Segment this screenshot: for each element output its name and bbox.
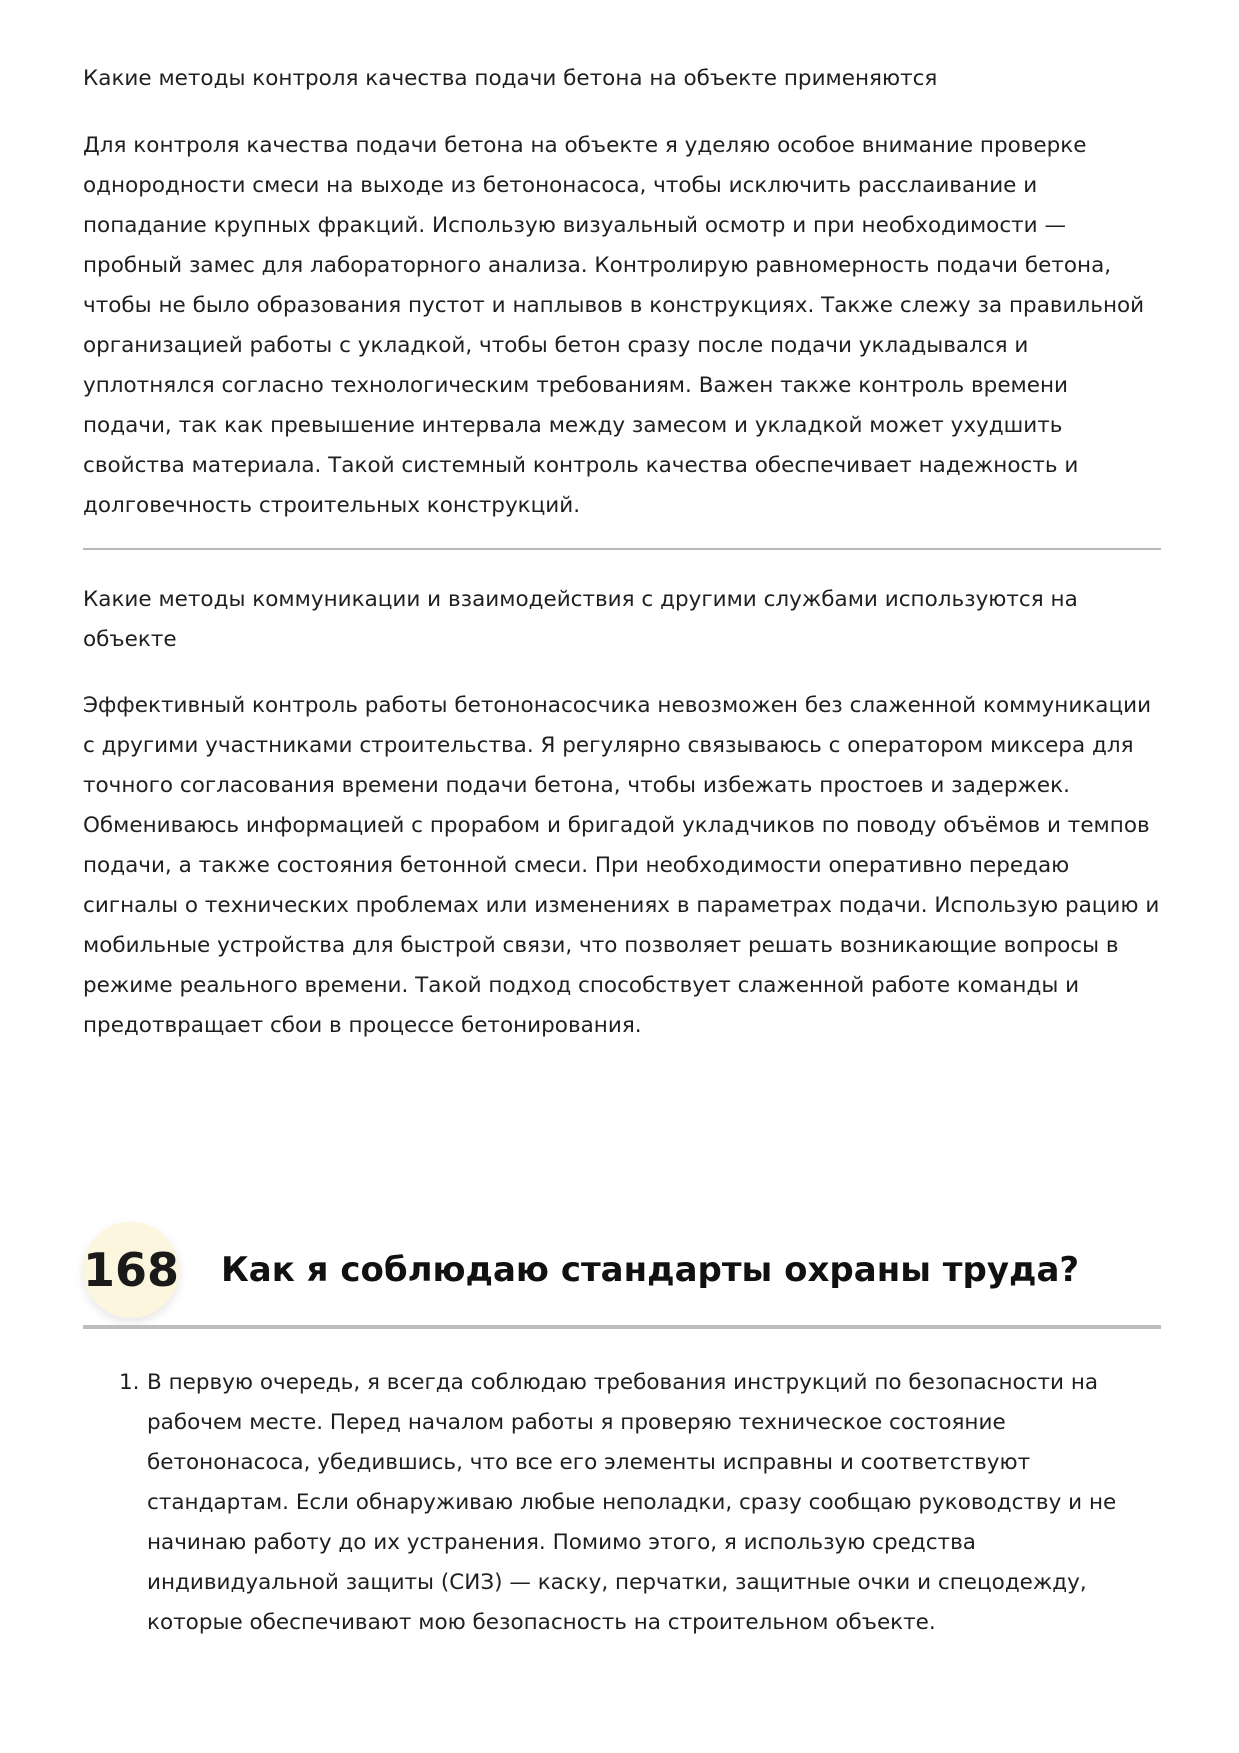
section-number-badge: 168 (83, 1222, 179, 1318)
question-heading-1: Какие методы контроля качества подачи бетона на объекте применяются (83, 66, 938, 91)
section-divider (83, 1325, 1161, 1329)
divider (83, 548, 1161, 550)
section-title: Как я соблюдаю стандарты охраны труда? (221, 1250, 1080, 1290)
question-heading-2: Какие методы коммуникации и взаимодействия с другими службами используются на объекте (83, 587, 1078, 652)
section-header (83, 1222, 1161, 1318)
answer-paragraph-1: Для контроля качества подачи бетона на объекте я уделяю особое внимание проверке однородности смеси на выходе из бетононасоса, чтобы исключить расслаивание и попадание крупных фракций. Использую визуальный осмотр и при необходимости — пробный замес для лабораторного анализа. Контролирую равномерность подачи бетона, чтобы не было образования пустот и наплывов в конструкциях. Также слежу за правильной организацией работы с укладкой, чтобы бетон сразу после подачи укладывался и уплотнялся согласно технологическим требованиям. Важен также контроль времени подачи, так как превышение интервала между замесом и укладкой может ухудшить свойства материала. Такой системный контроль качества обеспечивает надежность и долговечность строительных конструкций. (83, 133, 1145, 518)
list-item (83, 1363, 1161, 1643)
answer-paragraph-2: Эффективный контроль работы бетононасосчика невозможен без слаженной коммуникации с другими участниками строительства. Я регулярно связываюсь с оператором миксера для точного согласования времени подачи бетона, чтобы избежать простоев и задержек. Обмениваюсь информацией с прорабом и бригадой укладчиков по поводу объёмов и темпов подачи, а также состояния бетонной смеси. При необходимости оперативно передаю сигналы о технических проблемах или изменениях в параметрах подачи. Использую рацию и мобильные устройства для быстрой связи, что позволяет решать возникающие вопросы в режиме реального времени. Такой подход способствует слаженной работе команды и предотвращает сбои в процессе бетонирования. (83, 693, 1160, 1038)
list-item-marker: 1. (119, 1370, 140, 1395)
list-item-text: В первую очередь, я всегда соблюдаю требования инструкций по безопасности на рабочем месте. Перед началом работы я проверяю техническое состояние бетононасоса, убедившись, что все его элементы исправны и соответствуют стандартам. Если обнаруживаю любые неполадки, сразу сообщаю руководству и не начинаю работу до их устранения. Помимо этого, я использую средства индивидуальной защиты (СИЗ) — каску, перчатки, защитные очки и спецодежду, которые обеспечивают мою безопасность на строительном объекте. (147, 1370, 1117, 1635)
numbered-list (83, 1363, 1161, 1643)
